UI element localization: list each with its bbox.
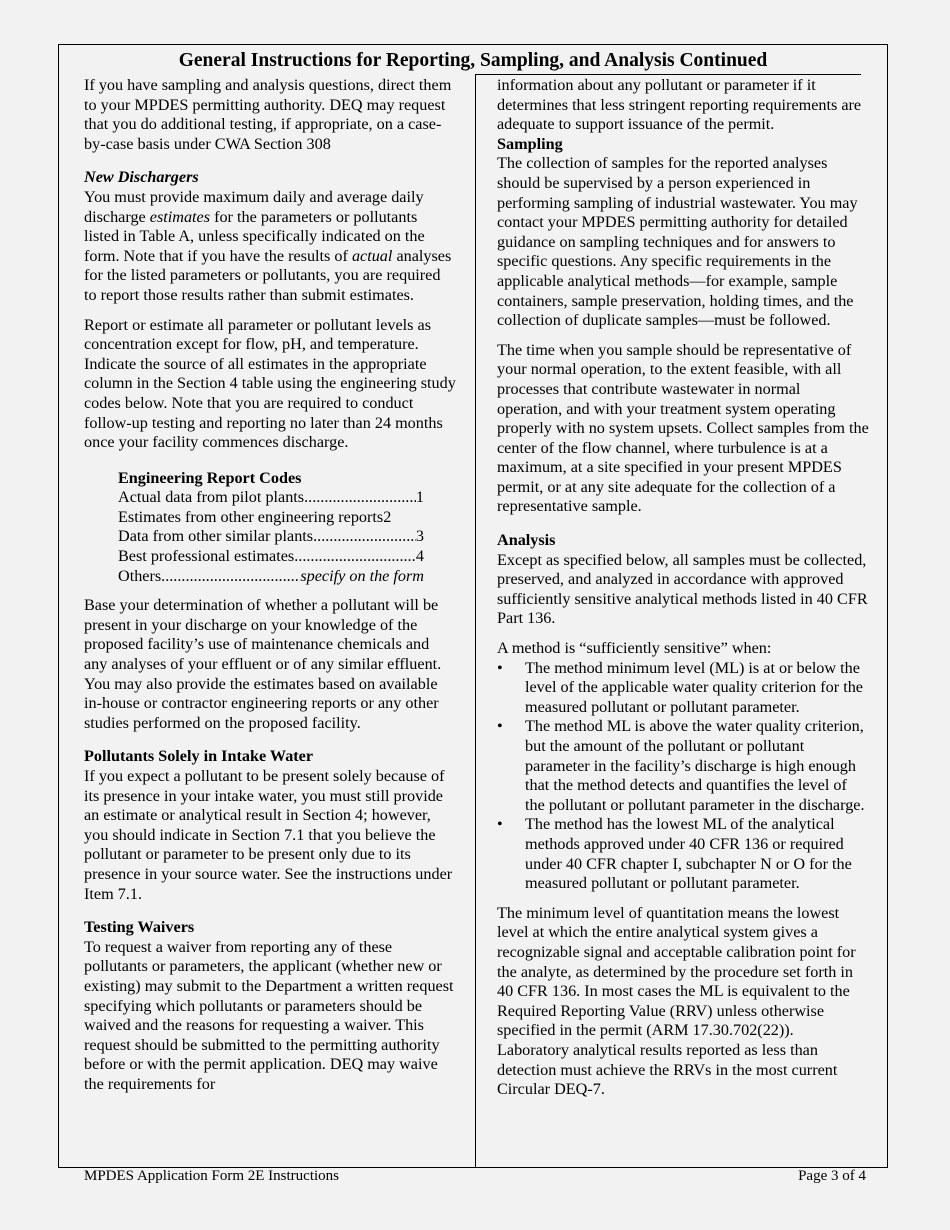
code-row: Estimates from other engineering reports 2 bbox=[118, 507, 392, 526]
code-row: Data from other similar plants ..... 3 bbox=[118, 527, 424, 547]
right-column bbox=[497, 76, 869, 1100]
code-row: Others ..... specify on the form bbox=[118, 567, 424, 587]
bullet: • bbox=[497, 717, 503, 736]
new-dischargers-paragraph-1: You must provide maximum daily and average daily discharge estimates for the parameters or pollutants listed in Table A, unless specifically indicated on the form. Note that if you have the results of actual analyses for the listed parameters or pollutants, you are required to report those results rather than submit estimates. bbox=[84, 187, 452, 304]
new-dischargers-paragraph-2: Report or estimate all parameter or pollutant levels as concentration except for flow, pH, and temperature. Indicate the source of all estimates in the appropriate column in the Section 4 table using the engineering study codes below. Note that you are required to conduct follow-up testing and reporting no later than 24 months once your facility commences discharge. bbox=[84, 315, 456, 452]
engineering-codes-list bbox=[118, 469, 424, 587]
analysis-paragraph-2: A method is “sufficiently sensitive” when: bbox=[497, 639, 772, 658]
list-item: • The method ML is above the water quality criterion, but the amount of the pollutant or pollutant parameter in the facility’s discharge is high enough that the method detects and quantifies the level of the pollutant or pollutant parameter in the discharge. bbox=[497, 717, 865, 814]
bullet: • bbox=[497, 658, 503, 677]
column-divider bbox=[475, 74, 476, 1167]
list-item: • The method minimum level (ML) is at or below the level of the applicable water quality criterion for the measured pollutant or pollutant parameter. bbox=[497, 658, 863, 716]
list-item: • The method has the lowest ML of the analytical methods approved under 40 CFR 136 or required under 40 CFR chapter I, subchapter N or O for the measured pollutant or pollutant parameter. bbox=[497, 815, 852, 893]
sampling-paragraph-2: The time when you sample should be representative of your normal operation, to the extent feasible, with all processes that contribute wastewater in normal operation, and with your treatment system operating properly with no system upsets. Collect samples from the center of the flow channel, where turbulence is at a maximum, at a site specified in your present MPDES permit, or at any site adequate for the collection of a representative sample. bbox=[497, 340, 869, 516]
page-title: General Instructions for Reporting, Sampling, and Analysis Continued bbox=[178, 50, 768, 71]
sampling-paragraph-1: The collection of samples for the reported analyses should be supervised by a person experienced in performing sampling of industrial wastewater. You may contact your MPDES permitting authority for detailed guidance on sampling techniques and for answers to specific questions. Any specific requirements in the applicable analytical methods—for example, sample containers, sample preservation, holding times, and the collection of duplicate samples—must be followed. bbox=[497, 154, 858, 330]
analysis-paragraph-3: The minimum level of quantitation means the lowest level at which the entire analytical system gives a recognizable signal and acceptable calibration point for the analyte, as determined by the procedure set forth in 40 CFR 136. In most cases the ML is equivalent to the Required Reporting Value (RRV) unless otherwise specified in the permit (ARM 17.30.702(22)). Laboratory analytical results reported as less than detection must achieve the RRVs in the most current Circular DEQ-7. bbox=[497, 903, 856, 1099]
left-column bbox=[84, 76, 456, 1095]
footer-form-name: MPDES Application Form 2E Instructions bbox=[84, 1168, 339, 1184]
testing-waivers-paragraph: To request a waiver from reporting any of these pollutants or parameters, the applicant (whether new or existing) may submit to the Department a written request specifying which pollutants or parameters should be waived and the reasons for requesting a waiver. This request should be submitted to the permitting authority before or with the permit application. DEQ may waive the requirements for bbox=[84, 937, 454, 1093]
code-row: Best professional estimates ..... 4 bbox=[118, 547, 424, 567]
analysis-heading: Analysis bbox=[497, 531, 556, 550]
sensitivity-criteria-list bbox=[497, 659, 869, 894]
sampling-heading: Sampling bbox=[497, 134, 563, 153]
intake-water-heading: Pollutants Solely in Intake Water bbox=[84, 747, 314, 766]
intro-paragraph: If you have sampling and analysis questions, direct them to your MPDES permitting authority. DEQ may request that you do additional testing, if appropriate, on a case-by-case basis under CWA Section 308 bbox=[84, 76, 452, 153]
code-row: Actual data from pilot plants ..... 1 bbox=[118, 488, 424, 508]
determination-paragraph: Base your determination of whether a pollutant will be present in your discharge on your knowledge of the proposed facility’s use of maintenance chemicals and any analyses of your effluent or of any similar effluent. You may also provide the estimates based on available in-house or contractor engineering reports or any other studies performed on the proposed facility. bbox=[84, 596, 442, 732]
bullet: • bbox=[497, 815, 503, 834]
footer-page-number: Page 3 of 4 bbox=[798, 1168, 866, 1184]
testing-waivers-heading: Testing Waivers bbox=[84, 918, 195, 937]
new-dischargers-heading: New Dischargers bbox=[84, 168, 199, 187]
engineering-codes-heading: Engineering Report Codes bbox=[118, 468, 302, 487]
analysis-paragraph-1: Except as specified below, all samples must be collected, preserved, and analyzed in accordance with approved sufficiently sensitive analytical methods listed in 40 CFR Part 136. bbox=[497, 550, 868, 628]
continued-paragraph: information about any pollutant or parameter if it determines that less stringent reporting requirements are adequate to support issuance of the permit. bbox=[497, 76, 862, 134]
intake-water-paragraph: If you expect a pollutant to be present solely because of its presence in your intake water, you must still provide an estimate or analytical result in Section 4; however, you should indicate in Section 7.1 that you believe the pollutant or parameter to be present only due to its presence in your source water. See the instructions under Item 7.1. bbox=[84, 767, 453, 903]
title-underline bbox=[476, 74, 861, 75]
